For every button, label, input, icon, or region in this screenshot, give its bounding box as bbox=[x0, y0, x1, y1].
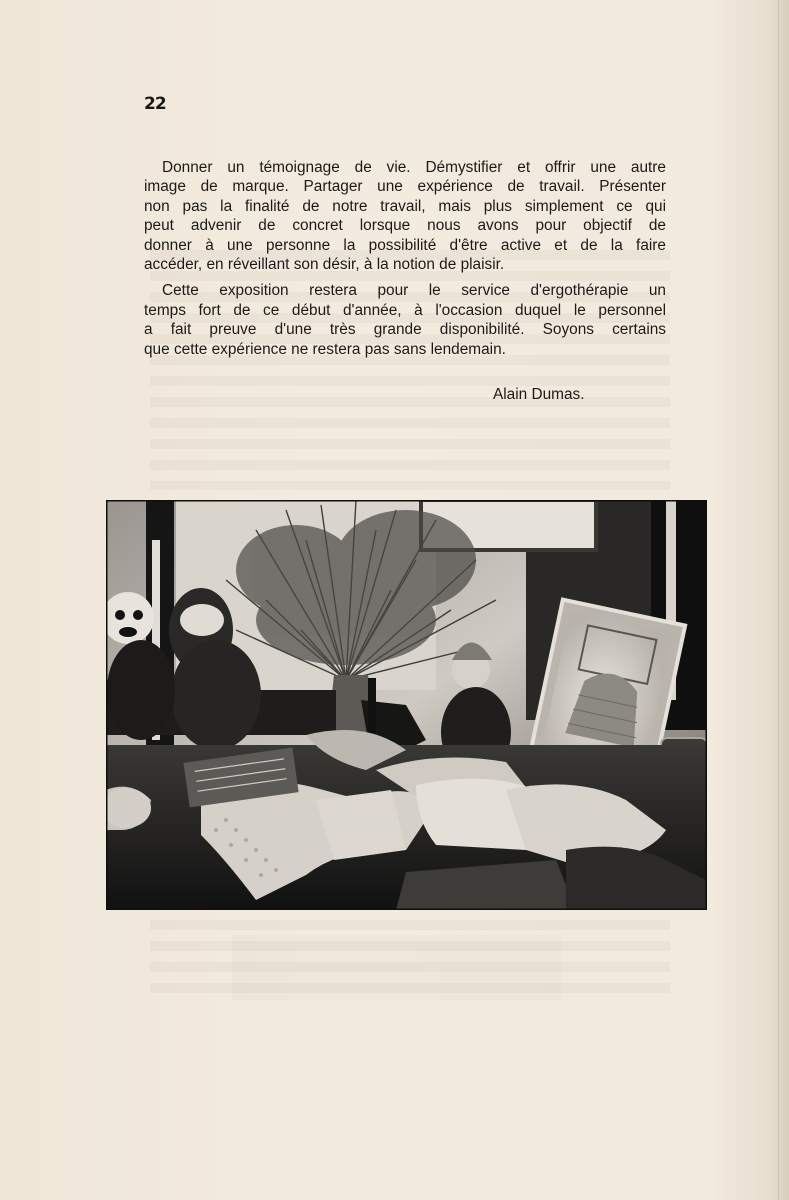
show-through-photo bbox=[232, 935, 562, 1000]
text-line: Donner un témoignage de vie. Démystifier et offrir une autre bbox=[162, 159, 666, 176]
article-body bbox=[144, 158, 666, 366]
page-fold bbox=[778, 0, 781, 1200]
text-line: image de marque. Partager une expérience de travail. Présenter bbox=[144, 178, 666, 196]
text-line: Cette exposition restera pour le service d'ergothérapie un bbox=[162, 282, 666, 300]
paragraph-1 bbox=[144, 158, 666, 274]
text-line: accéder, en réveillant son désir, à la notion de plaisir. bbox=[144, 256, 505, 274]
text-line: a fait preuve d'une très grande disponibilité. Soyons certains bbox=[144, 321, 666, 339]
text-line: temps fort de ce début d'année, à l'occasion duquel le personnel bbox=[144, 301, 666, 319]
text-line: que cette expérience ne restera pas sans lendemain. bbox=[144, 340, 506, 358]
exhibition-photograph bbox=[106, 500, 707, 910]
page-number: 22 bbox=[144, 94, 166, 114]
paragraph-2 bbox=[144, 281, 666, 359]
text-line: peut advenir de concret lorsque nous avons pour objectif de bbox=[144, 217, 666, 235]
text-line: non pas la finalité de notre travail, mais plus simplement ce qui bbox=[144, 197, 666, 215]
text-line: donner à une personne la possibilité d'être active et de la faire bbox=[144, 236, 666, 254]
author-signature: Alain Dumas. bbox=[493, 386, 585, 403]
photograph-illustration bbox=[106, 500, 707, 910]
